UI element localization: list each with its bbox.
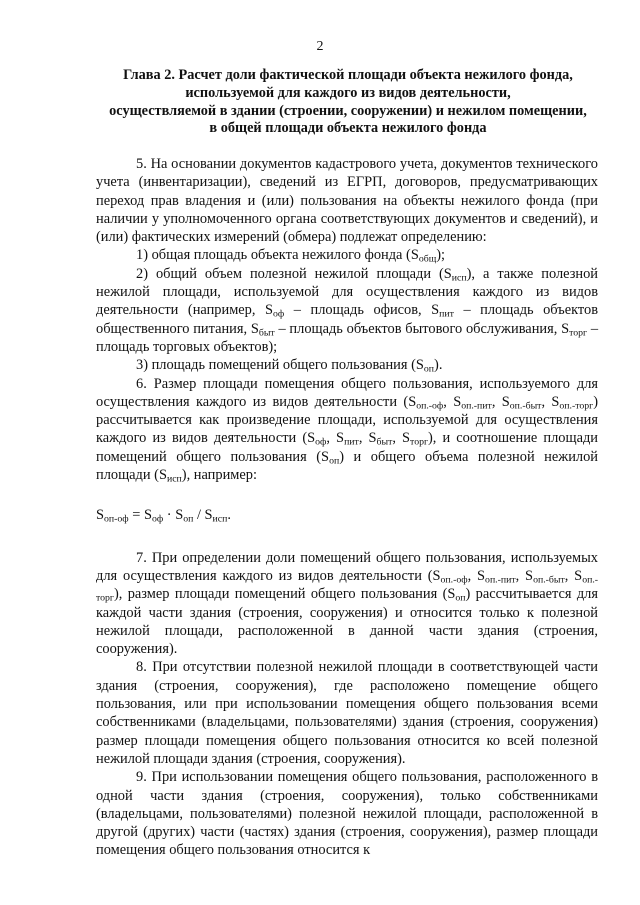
paragraph-9: 9. При использовании помещения общего пользования, расположенного в одной части здания (строения, сооружения), только собственниками (владельцами, пользователями) полезной нежилой площади, расположенной в другой (других) части (частях) здания (строения, сооружения), размер площади помещения общего пользования относится к xyxy=(96,769,598,859)
document-body xyxy=(96,155,598,860)
title-line: осуществляемой в здании (строении, сооружении) и нежилом помещении, xyxy=(109,102,587,119)
list-item-1: 1) общая площадь объекта нежилого фонда $(S_{общ})$; xyxy=(136,247,446,265)
title-line: Глава 2. Расчет доли фактической площади объекта нежилого фонда, xyxy=(123,67,573,83)
formula: $S_{оп-оф} = S_{оф} \cdot S_{оп} / S_{исп}$. xyxy=(96,507,231,525)
paragraph-7: 7. При определении доли помещений общего пользования, используемых для осуществления каждого из видов деятельности ($S_{оп.-оф}$, $S_{оп.-пит}$, $S_{оп.-быт}$, $S_{оп.-торг}$), размер площади помещений общего пользования $(S_{оп})$ рассчитывается для каждой части здания (строения, сооружения) и относится только к полезной нежилой площади, расположенной в данной части здания (строения, сооружения). xyxy=(96,549,599,658)
paragraph-6: 6. Размер площади помещения общего пользования, используемого для осуществления каждого из видов деятельности ($S_{оп.-оф}$, $S_{оп.-пит}$, $S_{оп.-быт}$, $S_{оп.-торг}$) рассчитывается как произведение площади, используемой для осуществления каждого из видов деятельности ($S_{оф}$, $S_{пит}$, $S_{быт}$, $S_{торг}$), и соотношение площади помещений общего пользования $(S_{оп})$ и общего объема полезной нежилой площади $(S_{исп})$, например: xyxy=(96,375,598,485)
chapter-title xyxy=(96,67,600,138)
list-item-3: 3) площадь помещений общего пользования $(S_{оп})$. xyxy=(136,357,443,375)
paragraph-8: 8. При отсутствии полезной нежилой площади в соответствующей части здания (строения, сооружения), где расположено помещение общего пользования, или при использовании помещения общего пользования всеми собственниками (владельцами, пользователями) здания (строения, сооружения) размер площади помещения общего пользования относится ко всей полезной нежилой площади здания (строения, сооружения). xyxy=(96,659,598,767)
title-line: используемой для каждого из видов деятельности, xyxy=(185,84,511,101)
list-item-2: 2) общий объем полезной нежилой площади $(S_{исп})$, а также полезной нежилой площади, используемой для осуществления каждого из видов деятельности (например, $S_{оф}$ – площадь офисов, $S_{пит}$ – площадь объектов общественного питания, $S_{быт}$ – площадь объектов бытового обслуживания, $S_{торг}$ – площадь торговых объектов); xyxy=(96,265,599,355)
page-number: 2 xyxy=(316,39,324,54)
title-line: в общей площади объекта нежилого фонда xyxy=(209,120,487,137)
paragraph-5: 5. На основании документов кадастрового учета, документов технического учета (инвентаризации), сведений из ЕГРП, договоров, предусматривающих переход прав владения и (или) пользования на объекты нежилого фонда (при наличии у уполномоченного органа соответствующих документов и сведений), и (или) фактических измерений (обмера) подлежат определению: xyxy=(96,156,598,246)
